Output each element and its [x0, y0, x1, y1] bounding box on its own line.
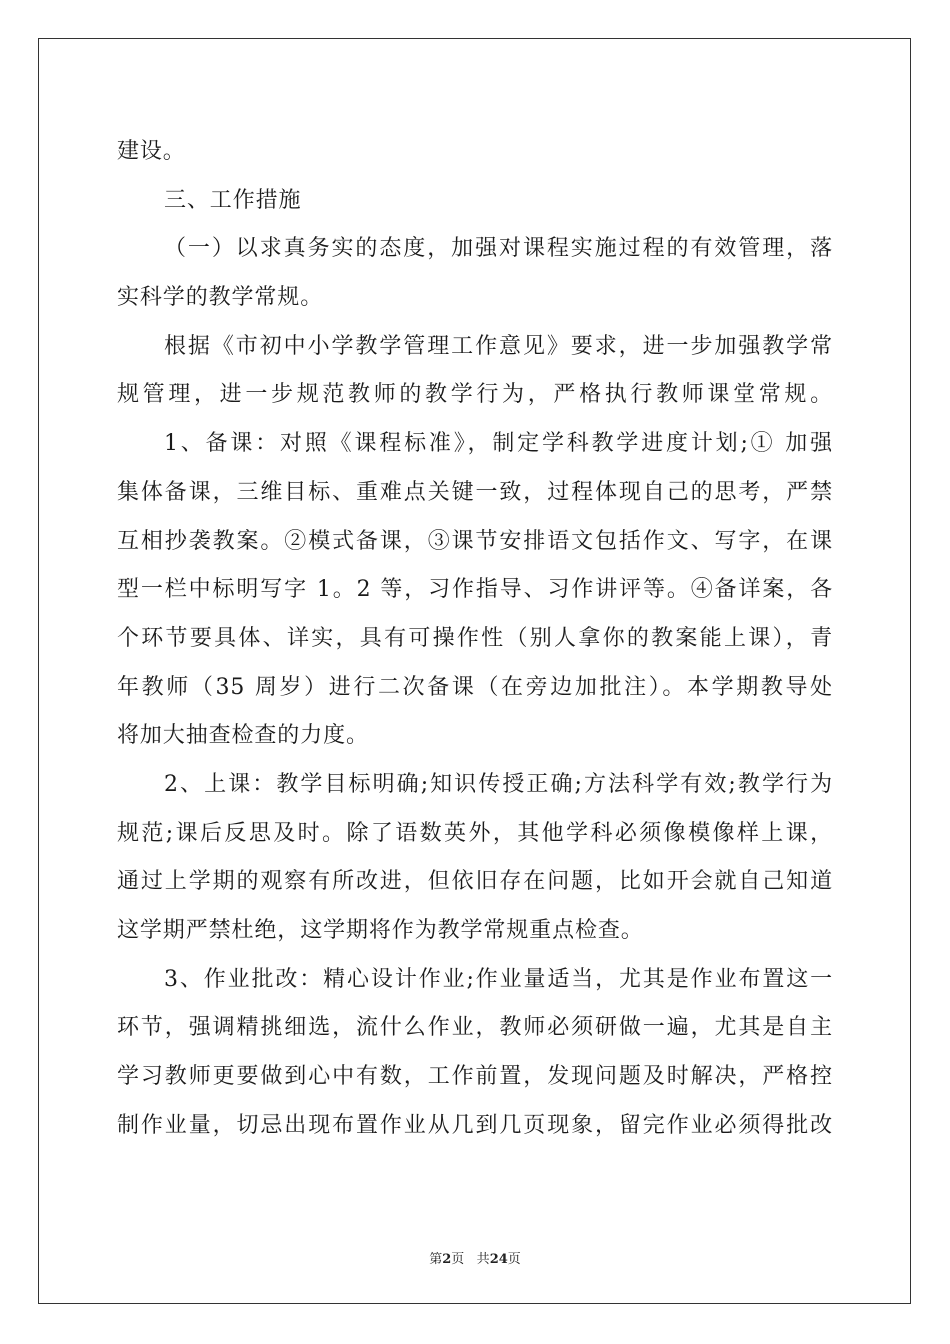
- text-line: 学习教师更要做到心中有数，工作前置，发现问题及时解决，严格控: [117, 1064, 833, 1090]
- text-line: 型一栏中标明写字 1。2 等，习作指导、习作讲评等。④备详案，各: [117, 577, 833, 603]
- text-line: 个环节要具体、详实，具有可操作性（别人拿你的教案能上课），青: [117, 625, 833, 651]
- text-line: 规管理，进一步规范教师的教学行为，严格执行教师课堂常规。: [117, 382, 833, 408]
- page-label-prefix: 第: [429, 1252, 443, 1267]
- text-line: 3、作业批改：精心设计作业;作业量适当，尤其是作业布置这一: [164, 966, 833, 992]
- text-line: 这学期严禁杜绝，这学期将作为教学常规重点检查。: [117, 918, 644, 943]
- text-line: 互相抄袭教案。②模式备课，③课节安排语文包括作文、写字，在课: [117, 528, 833, 554]
- text-line: 规范;课后反思及时。除了语数英外，其他学科必须像模像样上课，: [117, 820, 833, 846]
- text-line: 集体备课，三维目标、重难点关键一致，过程体现自己的思考，严禁: [117, 479, 833, 505]
- text-line: （一）以求真务实的态度，加强对课程实施过程的有效管理，落: [164, 236, 833, 262]
- text-line: 根据《市初中小学教学管理工作意见》要求，进一步加强教学常: [164, 333, 833, 359]
- text-line: 建设。: [117, 139, 186, 164]
- total-label-prefix: 共: [476, 1252, 490, 1267]
- text-line: 环节，强调精挑细选，流什么作业，教师必须研做一遍，尤其是自主: [117, 1015, 833, 1041]
- text-line: 实科学的教学常规。: [117, 285, 324, 311]
- text-line: 将加大抽查检查的力度。: [117, 723, 369, 749]
- total-label-suffix: 页: [507, 1252, 521, 1267]
- text-line: 通过上学期的观察有所改进，但依旧存在问题，比如开会就自己知道: [117, 869, 833, 895]
- current-page-number: 2: [442, 1252, 452, 1267]
- total-pages-number: 24: [489, 1252, 508, 1267]
- text-line: 1、备课：对照《课程标准》，制定学科教学进度计划;① 加强: [164, 431, 833, 457]
- text-line: 2、上课：教学目标明确;知识传授正确;方法科学有效;教学行为: [164, 771, 833, 797]
- text-line: 制作业量，切忌出现布置作业从几到几页现象，留完作业必须得批改: [117, 1112, 833, 1138]
- text-line: 三、工作措施: [164, 187, 302, 213]
- page-label-suffix: 页: [451, 1252, 465, 1267]
- page-footer: [0, 1248, 950, 1267]
- document-body: [117, 128, 833, 1150]
- text-line: 年教师（35 周岁）进行二次备课（在旁边加批注）。本学期教导处: [117, 674, 833, 700]
